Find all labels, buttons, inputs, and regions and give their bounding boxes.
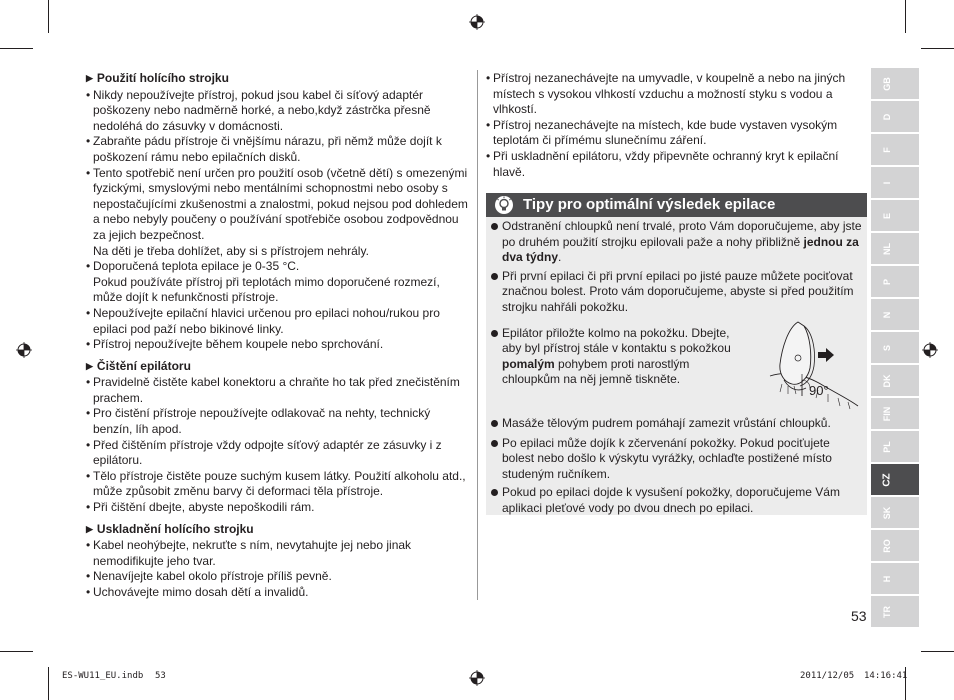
language-tab-label: I xyxy=(882,181,892,184)
language-tab-label: SK xyxy=(882,506,892,519)
language-tab-label: DK xyxy=(882,374,892,387)
language-tab-label: P xyxy=(882,278,892,285)
tips-header xyxy=(486,193,867,217)
language-tab xyxy=(871,530,919,561)
column-divider xyxy=(477,70,478,600)
language-tab-label: H xyxy=(882,575,892,582)
language-tab-label: RO xyxy=(882,538,892,553)
list-item: • Při čištění dbejte, abyste nepoškodili rám. xyxy=(86,500,470,516)
list-item: • Přístroj nezanechávejte na umyvadle, v koupelně a nebo na jiných místech s vysokou vlhkostí vzduchu a možností styku s vodou a vlhkostí. xyxy=(486,71,862,118)
list-item: • Při uskladnění epilátoru, vždy připevněte ochranný kryt k epilační hlavě. xyxy=(486,149,862,180)
list-item: • Nikdy nepoužívejte přístroj, pokud jsou kabel či síťový adaptér poškozeny nebo nadměrně horké, a nebo,když zástrčka přesně nedoléhá do zásuvky v domácnosti. xyxy=(86,88,470,135)
tip-item: Pokud po epilaci dojde k vysušení pokožky, doporučujeme Vám aplikaci pleťové vody po dvou dnech po epilaci. xyxy=(490,485,864,516)
list-item: • Uchovávejte mimo dosah dětí a invalidů. xyxy=(86,585,470,601)
section-heading: ▶ Uskladnění holícího strojku xyxy=(86,522,470,539)
registration-mark-icon xyxy=(469,670,485,686)
list-item: • Pravidelně čistěte kabel konektoru a chraňte ho tak před znečistěním prachem. xyxy=(86,375,470,406)
language-tab-label: E xyxy=(882,212,892,219)
language-tab-label: CZ xyxy=(881,472,893,487)
list-item: • Před čištěním přístroje vždy odpojte síťový adaptér ze zásuvky i z epilátoru. xyxy=(86,438,470,469)
language-tab xyxy=(871,398,919,429)
language-tab xyxy=(871,233,919,264)
list-item: • Tento spotřebič není určen pro použití osob (včetně dětí) s omezenými fyzickými, smyslovými nebo mentálními schopnostmi nebo osoby s nepostačujícími zkušenostmi a znalostmi, pokud nejsou pod dohledem a nebo nebyly poučeny o používání spotřebiče osobou zodpovědnou za jejich bezpečnost. Na děti je třeba dohlížet, aby si s přístrojem nehrály. xyxy=(86,166,470,260)
tip-item: Epilátor přiložte kolmo na pokožku. Dbejte, aby byl přístroj stále v kontaktu s pokožkou pomalým pohybem proti narostlým chloupkům na něj jemně tiskněte. xyxy=(490,326,737,388)
footer-date: 2011/12/05 xyxy=(800,671,855,681)
language-tab-label: F xyxy=(882,146,892,153)
language-tab-label: FIN xyxy=(882,406,892,421)
registration-mark-icon xyxy=(469,14,485,30)
page-number: 53 xyxy=(851,608,867,624)
language-tab-label: PL xyxy=(882,440,892,453)
list-item-continuation: Pokud používáte přístroj při teplotách mimo doporučené rozmezí, může dojít k nefunkčnosti přístroje. xyxy=(93,274,440,305)
tip-item: Při první epilaci či při první epilaci po jisté pauze můžete pociťovat značnou bolest. Proto vám doporučujeme, abyste si před použitím strojku nahřáli pokožku. xyxy=(490,269,864,316)
tip-item: Odstranění chloupků není trvalé, proto Vám doporučujeme, aby jste po druhém použití strojku epilovali paže a nohy přibližně jednou za dva týdny. xyxy=(490,219,864,266)
language-tab-label: S xyxy=(882,344,892,351)
section-heading: ▶ Použití holícího strojku xyxy=(86,71,470,88)
section-heading: ▶ Čištění epilátoru xyxy=(86,359,470,376)
tips-title: Tipy pro optimální výsledek epilace xyxy=(523,196,776,213)
language-tab xyxy=(871,167,919,198)
tip-item: Masáže tělovým pudrem pomáhají zamezit vrůstání chloupků. xyxy=(490,416,864,432)
footer-file-page: 53 xyxy=(155,671,166,681)
list-item: • Přístroj nepoužívejte během koupele nebo sprchování. xyxy=(86,337,470,353)
language-tab xyxy=(871,266,919,297)
language-tab xyxy=(871,464,919,495)
language-tab xyxy=(871,332,919,363)
footer-time: 14:16:41 xyxy=(864,671,908,681)
language-tab xyxy=(871,563,919,594)
language-tab xyxy=(871,365,919,396)
language-tab-label: D xyxy=(882,113,892,120)
language-tab-label: GB xyxy=(882,76,892,91)
language-tab xyxy=(871,200,919,231)
language-tab-label: TR xyxy=(882,605,892,618)
registration-mark-icon xyxy=(922,342,938,358)
lightbulb-icon xyxy=(494,195,514,215)
angle-label: 90° xyxy=(809,383,829,398)
registration-mark-icon xyxy=(16,342,32,358)
list-item: • Doporučená teplota epilace je 0-35 °C. Pokud používáte přístroj při teplotách mimo doporučené rozmezí, může dojít k nefunkčnosti přístroje. xyxy=(86,259,470,306)
list-item: • Pro čistění přístroje nepoužívejte odlakovač na nehty, technický benzín, líh apod. xyxy=(86,406,470,437)
language-tab-label: NL xyxy=(882,242,892,255)
language-tab xyxy=(871,299,919,330)
language-tab xyxy=(871,431,919,462)
list-item: • Nenavíjejte kabel okolo přístroje příliš pevně. xyxy=(86,569,470,585)
list-item: • Tělo přístroje čistěte pouze suchým kusem látky. Použití alkoholu atd., může způsobit změnu barvy či deformaci těla přístroje. xyxy=(86,469,470,500)
language-tab xyxy=(871,68,919,99)
left-column xyxy=(86,71,470,601)
footer-file: ES-WU11_EU.indb xyxy=(62,671,144,681)
right-column xyxy=(486,71,862,180)
tip-item: Po epilaci může dojík k zčervenání pokožky. Pokud pociťujete bolest nebo došlo k výskytu vyrážky, ochlaďte postižené místo studeným ručníkem. xyxy=(490,436,864,483)
language-tab xyxy=(871,497,919,528)
language-tab xyxy=(871,101,919,132)
list-item-continuation: Na děti je třeba dohlížet, aby si s přístrojem nehrály. xyxy=(93,243,369,258)
language-tab xyxy=(871,596,919,627)
list-item: • Nepoužívejte epilační hlavici určenou pro epilaci nohou/rukou pro epilaci pod paží nebo bikinové linky. xyxy=(86,306,470,337)
list-item: • Kabel neohýbejte, nekruťte s ním, nevytahujte jej nebo jinak nemodifikujte jeho tvar. xyxy=(86,538,470,569)
list-item: • Zabraňte pádu přístroje či vnějšímu nárazu, při němž může dojít k poškození rámu nebo epilačních disků. xyxy=(86,134,470,165)
list-item: • Přístroj nezanechávejte na místech, kde bude vystaven vysokým teplotám či přímému slunečnímu záření. xyxy=(486,118,862,149)
language-tab-label: N xyxy=(882,311,892,318)
language-tab xyxy=(871,134,919,165)
